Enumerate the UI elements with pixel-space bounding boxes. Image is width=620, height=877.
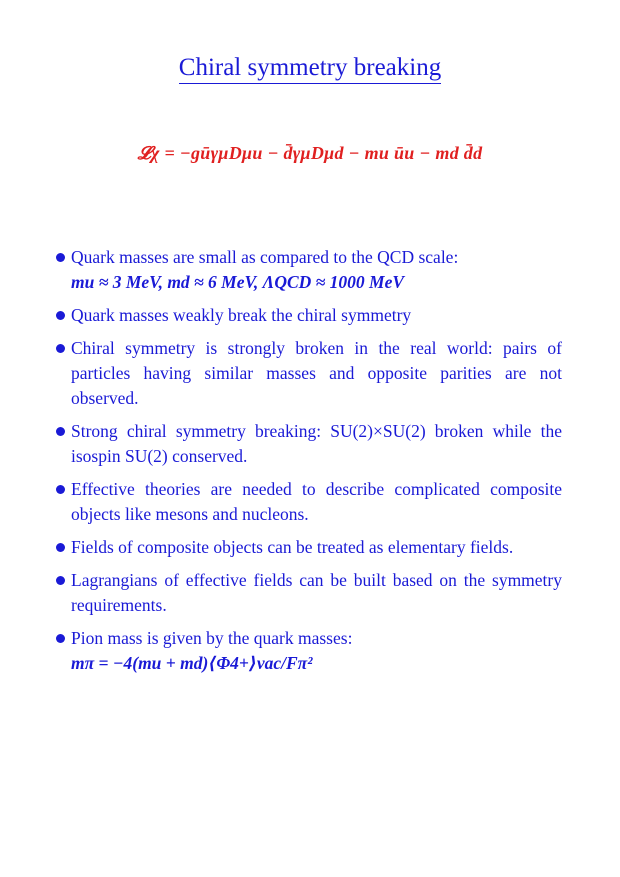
bullet-text: Pion mass is given by the quark masses: (71, 628, 353, 648)
bullet-text: Quark masses weakly break the chiral symmetry (71, 305, 412, 325)
page-title (0, 54, 620, 84)
bullet-text: Chiral symmetry is strongly broken in the real world: pairs of particles having similar masses and opposite parities are not observed. (71, 338, 562, 408)
bullet-item-strong-breaking (56, 336, 562, 411)
bullet-icon (56, 311, 65, 320)
bullet-formula: mπ = −4(mu + md)⟨Φ4+⟩vac/Fπ² (71, 653, 313, 673)
lagrangian-equation: 𝓛χ = −gūγμDμu − d̄γμDμd − mu ūu − md d̄d (137, 143, 483, 163)
bullet-icon (56, 344, 65, 353)
bullet-icon (56, 576, 65, 585)
bullet-text: Strong chiral symmetry breaking: SU(2)×SU(2) broken while the isospin SU(2) conserved. (71, 421, 562, 466)
bullet-item-quark-masses (56, 245, 562, 295)
bullet-item-pion-mass (56, 626, 562, 676)
bullet-text: Effective theories are needed to describe complicated composite objects like mesons and nucleons. (71, 479, 562, 524)
page-title-text: Chiral symmetry breaking (179, 54, 441, 84)
bullet-item-su2-breaking (56, 419, 562, 469)
bullet-icon (56, 634, 65, 643)
bullet-text: Lagrangians of effective fields can be built based on the symmetry requirements. (71, 570, 562, 615)
bullet-text: Fields of composite objects can be treated as elementary fields. (71, 537, 514, 557)
bullet-item-weak-breaking (56, 303, 562, 328)
bullet-formula: mu ≈ 3 MeV, md ≈ 6 MeV, ΛQCD ≈ 1000 MeV (71, 272, 405, 292)
bullet-list (56, 245, 562, 684)
bullet-item-composite-fields (56, 535, 562, 560)
bullet-icon (56, 427, 65, 436)
bullet-text: Quark masses are small as compared to the QCD scale: (71, 247, 459, 267)
bullet-icon (56, 543, 65, 552)
bullet-icon (56, 253, 65, 262)
bullet-item-effective-theories (56, 477, 562, 527)
bullet-icon (56, 485, 65, 494)
bullet-item-lagrangians (56, 568, 562, 618)
